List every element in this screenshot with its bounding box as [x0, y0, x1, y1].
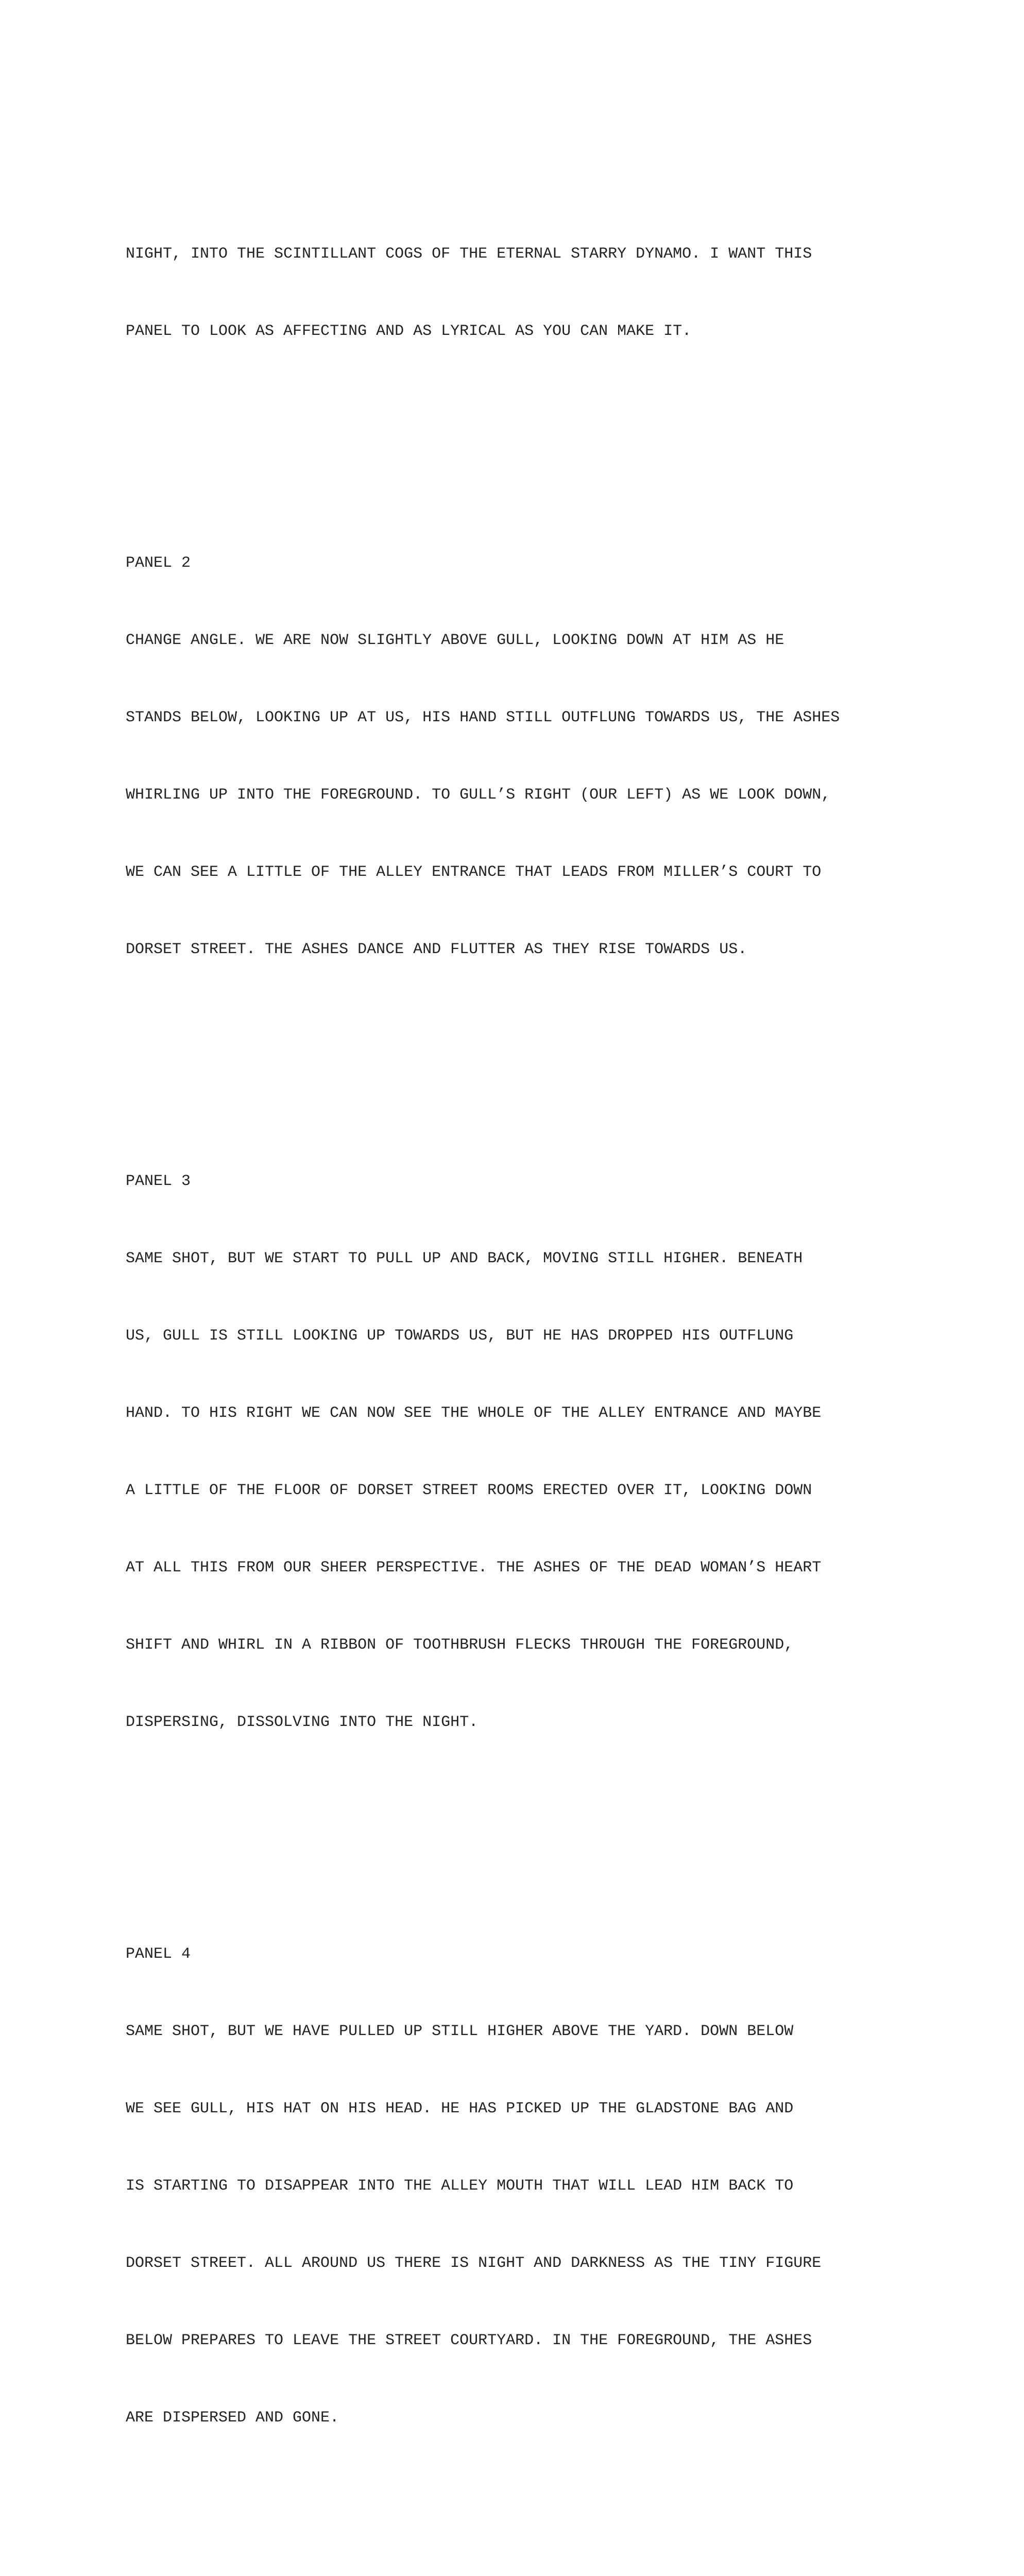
description-line: SAME SHOT, BUT WE START TO PULL UP AND BACK, MOVING STILL HIGHER. BENEATH: [126, 1250, 803, 1267]
description-line: NIGHT, INTO THE SCINTILLANT COGS OF THE ETERNAL STARRY DYNAMO. I WANT THIS: [126, 245, 812, 263]
description-line: IS STARTING TO DISAPPEAR INTO THE ALLEY MOUTH THAT WILL LEAD HIM BACK TO: [126, 2177, 794, 2195]
description-line: DORSET STREET. ALL AROUND US THERE IS NIGHT AND DARKNESS AS THE TINY FIGURE: [126, 2255, 822, 2272]
description-line: CHANGE ANGLE. WE ARE NOW SLIGHTLY ABOVE GULL, LOOKING DOWN AT HIM AS HE: [126, 632, 784, 649]
intro-block: [126, 190, 950, 396]
panel-2-block: [126, 499, 950, 1014]
description-line: ARE DISPERSED AND GONE.: [126, 2409, 339, 2427]
description-line: PANEL TO LOOK AS AFFECTING AND AS LYRICAL AS YOU CAN MAKE IT.: [126, 323, 692, 340]
description-line: STANDS BELOW, LOOKING UP AT US, HIS HAND STILL OUTFLUNG TOWARDS US, THE ASHES: [126, 709, 840, 726]
description-line: DORSET STREET. THE ASHES DANCE AND FLUTTER AS THEY RISE TOWARDS US.: [126, 941, 747, 958]
panel-heading: PANEL 2: [126, 554, 191, 572]
panel-4-block: [126, 1890, 950, 2482]
description-line: WE SEE GULL, HIS HAT ON HIS HEAD. HE HAS PICKED UP THE GLADSTONE BAG AND: [126, 2100, 794, 2117]
script-page: [126, 112, 950, 2576]
description-line: BELOW PREPARES TO LEAVE THE STREET COURTYARD. IN THE FOREGROUND, THE ASHES: [126, 2332, 812, 2349]
panel-3-block: [126, 1117, 950, 1787]
description-line: DISPERSING, DISSOLVING INTO THE NIGHT.: [126, 1714, 479, 1731]
description-line: AT ALL THIS FROM OUR SHEER PERSPECTIVE. THE ASHES OF THE DEAD WOMAN’S HEART: [126, 1559, 822, 1577]
description-line: HAND. TO HIS RIGHT WE CAN NOW SEE THE WHOLE OF THE ALLEY ENTRANCE AND MAYBE: [126, 1404, 822, 1422]
description-line: A LITTLE OF THE FLOOR OF DORSET STREET ROOMS ERECTED OVER IT, LOOKING DOWN: [126, 1482, 812, 1499]
description-line: SAME SHOT, BUT WE HAVE PULLED UP STILL HIGHER ABOVE THE YARD. DOWN BELOW: [126, 2023, 794, 2040]
description-line: WE CAN SEE A LITTLE OF THE ALLEY ENTRANCE THAT LEADS FROM MILLER’S COURT TO: [126, 863, 822, 881]
panel-heading: PANEL 4: [126, 1945, 191, 1963]
description-line: SHIFT AND WHIRL IN A RIBBON OF TOOTHBRUSH FLECKS THROUGH THE FOREGROUND,: [126, 1636, 794, 1654]
panel-heading: PANEL 3: [126, 1173, 191, 1190]
description-line: US, GULL IS STILL LOOKING UP TOWARDS US, BUT HE HAS DROPPED HIS OUTFLUNG: [126, 1327, 794, 1345]
description-line: WHIRLING UP INTO THE FOREGROUND. TO GULL’S RIGHT (OUR LEFT) AS WE LOOK DOWN,: [126, 786, 831, 804]
